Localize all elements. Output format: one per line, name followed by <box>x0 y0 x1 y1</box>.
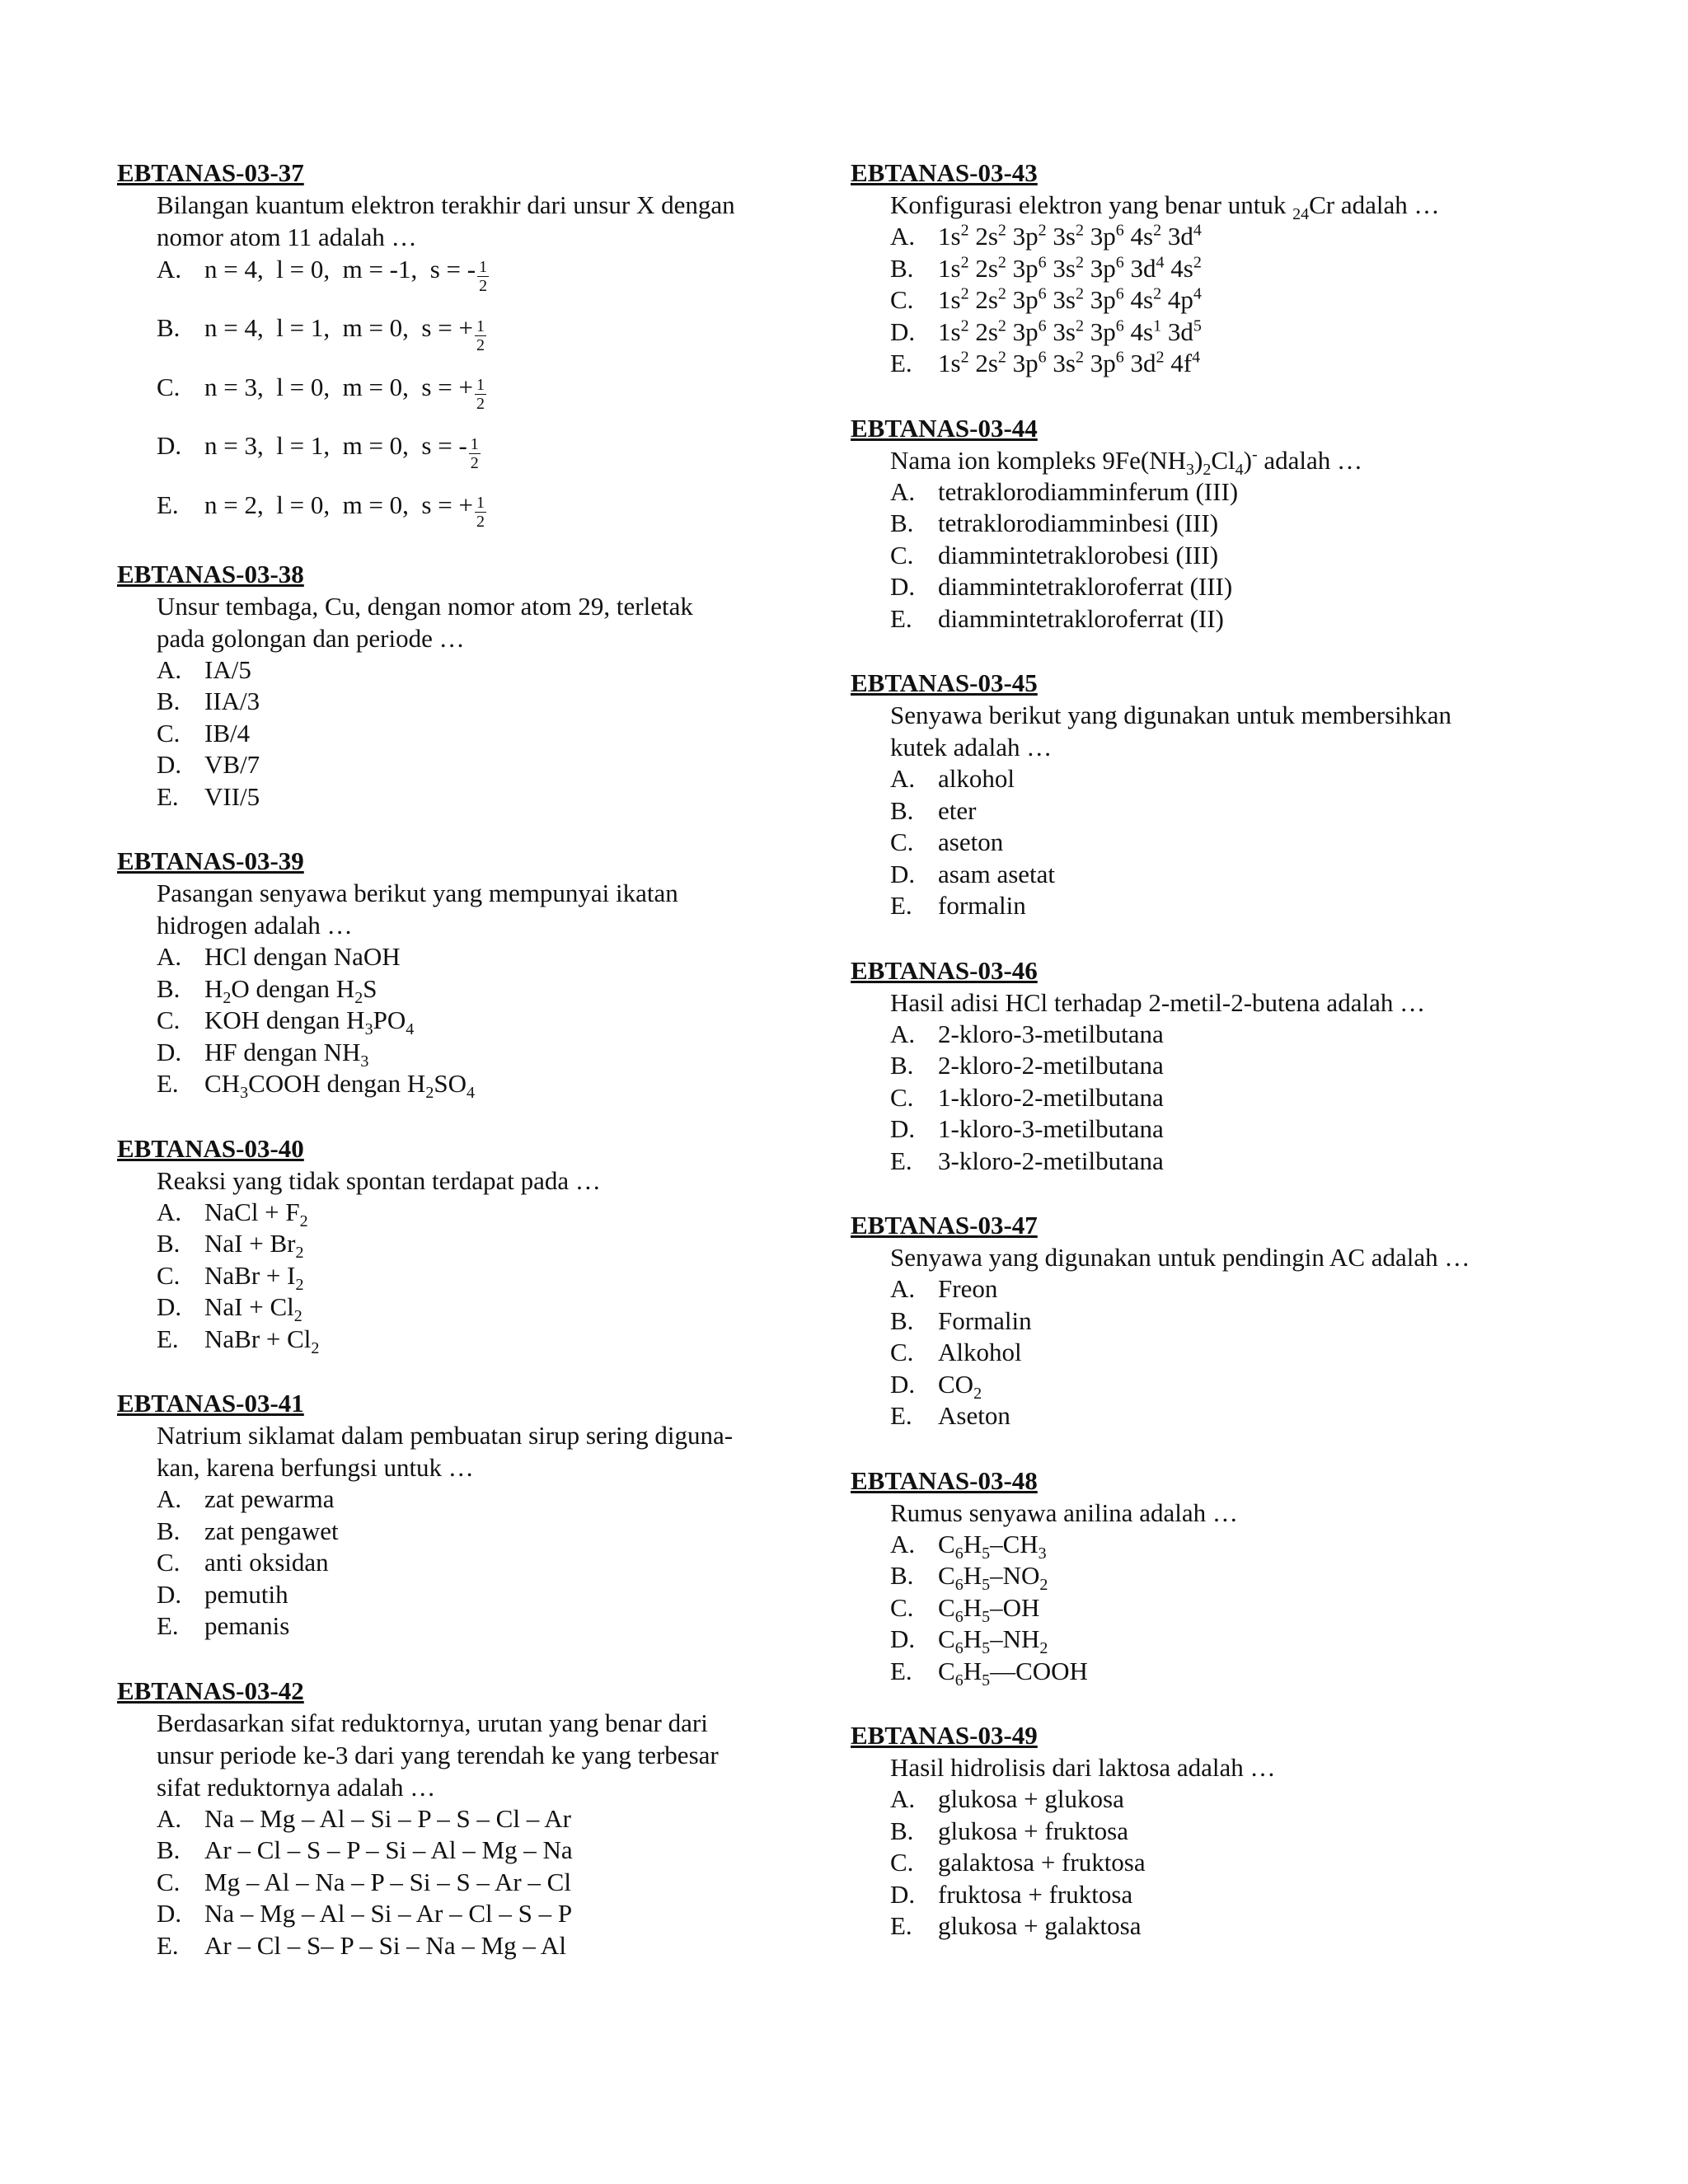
answer-option <box>890 1369 1526 1401</box>
option-text: anti oksidan <box>204 1548 329 1577</box>
option-text: $1s^2$ $2s^2$ $3p^6$ $3s^2$ $3p^6$ $4s^1$ $3d^5$ <box>938 316 1202 346</box>
question-spacer <box>851 1177 1526 1209</box>
question-ebtanas-03-37 <box>117 157 793 531</box>
answer-option <box>890 348 1526 380</box>
option-label: D. <box>890 316 916 346</box>
option-label: D. <box>157 1292 182 1322</box>
question-text: unsur periode ke-3 dari yang terendah ke yang terbesar <box>157 1740 719 1769</box>
question-spacer <box>117 526 793 558</box>
answer-option <box>890 1560 1526 1595</box>
option-label: E. <box>890 891 912 920</box>
option-text: $CH_3COOH$ dengan $H_2SO_4$ <box>204 1069 475 1103</box>
option-label: C. <box>890 540 914 569</box>
option-label: E. <box>890 603 912 633</box>
question-spacer <box>851 1432 1526 1465</box>
question-ebtanas-03-39 <box>117 845 793 1103</box>
option-label: C. <box>157 1005 181 1035</box>
answer-option <box>157 1835 793 1867</box>
option-label: D. <box>890 1624 916 1653</box>
question-text: Konfigurasi elektron yang benar untuk $_{24}$Cr adalah … <box>890 190 1440 224</box>
answer-option <box>157 941 793 973</box>
option-text: HF dengan $NH_3$ <box>204 1037 369 1071</box>
question-text: Hasil adisi HCl terhadap 2-metil-2-butena adalah … <box>890 987 1426 1017</box>
option-text: 1-kloro-2-metilbutana <box>938 1082 1164 1112</box>
option-text: $1s^2$ $2s^2$ $3p^6$ $3s^2$ $3p^6$ $4s^2$ $4p^4$ <box>938 284 1202 314</box>
question-text: kutek adalah … <box>890 733 1053 762</box>
question-text: Bilangan kuantum elektron terakhir dari unsur X dengan <box>157 190 735 219</box>
question-spacer <box>117 1643 793 1675</box>
answer-options <box>890 1783 1526 1943</box>
option-text: fruktosa + fruktosa <box>938 1879 1133 1909</box>
option-text: $C_6H_5-NO_2$ <box>938 1561 1048 1595</box>
answer-option <box>157 1516 793 1548</box>
option-text: asam asetat <box>938 859 1056 888</box>
answer-option <box>890 1305 1526 1338</box>
option-text: $C_6H_5-OH$ <box>938 1592 1040 1626</box>
question-heading: EBTANAS-03-49 <box>851 1721 1038 1750</box>
option-text: NaBr + $I_2$ <box>204 1260 304 1295</box>
option-label: C. <box>890 1848 914 1877</box>
answer-option <box>890 1847 1526 1879</box>
option-label: D. <box>157 750 182 780</box>
option-label: E. <box>890 1146 912 1175</box>
option-label: A. <box>890 1274 916 1303</box>
answer-option <box>890 795 1526 827</box>
answer-options <box>157 1803 793 1962</box>
question-spacer <box>851 1687 1526 1719</box>
option-text: n = 4, l = 0, m = -1, s = - $\frac{1}{2}$ <box>204 255 488 296</box>
option-label: A. <box>157 942 182 972</box>
answer-option <box>890 1019 1526 1051</box>
answer-option <box>890 827 1526 859</box>
option-text: $CO_2$ <box>938 1369 982 1403</box>
question-ebtanas-03-40 <box>117 1132 793 1356</box>
answer-option <box>157 1867 793 1899</box>
answer-option <box>890 890 1526 922</box>
answer-option <box>890 1050 1526 1082</box>
answer-options <box>157 253 793 531</box>
question-ebtanas-03-46 <box>851 954 1526 1178</box>
answer-option <box>157 489 793 531</box>
option-text: Ar – Cl – S – P – Si – Al – Mg – Na <box>204 1835 573 1865</box>
option-label: B. <box>157 973 181 1003</box>
option-label: B. <box>890 253 914 283</box>
option-label: C. <box>890 1338 914 1366</box>
question-heading: EBTANAS-03-43 <box>851 158 1038 187</box>
option-label: B. <box>157 1516 181 1545</box>
option-text: 1-kloro-3-metilbutana <box>938 1114 1164 1143</box>
answer-options <box>890 476 1526 635</box>
question-text: Hasil hidrolisis dari laktosa adalah … <box>890 1753 1276 1782</box>
answer-option <box>890 1146 1526 1178</box>
option-label: D. <box>157 431 182 461</box>
answer-option <box>890 316 1526 349</box>
answer-option <box>157 312 793 354</box>
option-label: A. <box>890 764 916 793</box>
option-text: n = 4, l = 1, m = 0, s = + $\frac{1}{2}$ <box>204 313 485 354</box>
answer-option <box>157 1579 793 1611</box>
question-heading: EBTANAS-03-42 <box>117 1675 304 1705</box>
option-label: A. <box>890 476 916 506</box>
answer-option <box>890 1783 1526 1816</box>
question-spacer <box>851 635 1526 667</box>
option-text: alkohol <box>938 764 1015 793</box>
option-label: B. <box>890 1051 914 1080</box>
question-heading: EBTANAS-03-46 <box>851 955 1038 985</box>
option-text: $C_6H_5—COOH$ <box>938 1656 1088 1690</box>
option-text: Aseton <box>938 1401 1010 1430</box>
answer-option <box>890 253 1526 285</box>
option-text: glukosa + glukosa <box>938 1784 1124 1813</box>
option-label: E. <box>890 1656 912 1685</box>
answer-option <box>890 1879 1526 1911</box>
option-text: NaCl + $F_2$ <box>204 1197 308 1231</box>
option-label: A. <box>157 1197 182 1226</box>
question-text: sifat reduktornya adalah … <box>157 1772 436 1802</box>
answer-options <box>157 654 793 813</box>
question-ebtanas-03-45 <box>851 667 1526 922</box>
answer-option <box>890 1273 1526 1305</box>
question-text: Nama ion kompleks $9Fe(NH_3)_2Cl_4)^-$ adalah … <box>890 445 1363 479</box>
answer-option <box>157 429 793 472</box>
answer-option <box>890 508 1526 540</box>
answer-option <box>890 540 1526 572</box>
option-text: n = 3, l = 0, m = 0, s = + $\frac{1}{2}$ <box>204 372 485 414</box>
answer-option <box>157 749 793 781</box>
answer-option <box>890 1113 1526 1146</box>
option-label: D. <box>890 1114 916 1143</box>
question-text: kan, karena berfungsi untuk … <box>157 1453 474 1483</box>
answer-option <box>157 781 793 813</box>
option-text: diammintetraklorobesi (III) <box>938 540 1219 569</box>
option-text: $1s^2$ $2s^2$ $3p^6$ $3s^2$ $3p^6$ $3d^4$ $4s^2$ <box>938 253 1202 283</box>
question-heading: EBTANAS-03-45 <box>851 668 1038 697</box>
answer-option <box>157 1324 793 1356</box>
question-ebtanas-03-48 <box>851 1465 1526 1688</box>
question-heading: EBTANAS-03-47 <box>851 1211 1038 1240</box>
answer-option <box>157 686 793 718</box>
question-text: pada golongan dan periode … <box>157 623 465 653</box>
option-label: E. <box>890 1911 912 1940</box>
option-text: eter <box>938 795 977 825</box>
option-label: C. <box>157 1867 181 1896</box>
answer-options <box>157 1197 793 1356</box>
answer-option <box>157 973 793 1008</box>
option-label: C. <box>157 372 181 401</box>
option-text: NaI + $Br_2$ <box>204 1229 304 1263</box>
option-text: aseton <box>938 827 1004 856</box>
answer-option <box>157 1483 793 1516</box>
option-label: D. <box>890 1879 916 1909</box>
option-label: C. <box>157 1548 181 1577</box>
option-text: diammintetrakloroferrat (II) <box>938 603 1224 633</box>
answer-options <box>157 1483 793 1643</box>
option-text: 2-kloro-3-metilbutana <box>938 1019 1164 1048</box>
option-text: Alkohol <box>938 1338 1022 1366</box>
question-ebtanas-03-41 <box>117 1387 793 1643</box>
answer-option <box>890 221 1526 253</box>
option-label: A. <box>157 654 182 684</box>
answer-option <box>157 718 793 750</box>
option-label: B. <box>890 1305 914 1335</box>
answer-options <box>890 1019 1526 1178</box>
option-label: D. <box>157 1579 182 1609</box>
answer-option <box>890 1400 1526 1432</box>
question-ebtanas-03-47 <box>851 1209 1526 1432</box>
answer-option <box>157 1930 793 1962</box>
answer-option <box>890 859 1526 891</box>
option-text: formalin <box>938 891 1026 920</box>
answer-option <box>157 1068 793 1103</box>
option-text: Mg – Al – Na – P – Si – S – Ar – Cl <box>204 1867 571 1896</box>
question-heading: EBTANAS-03-40 <box>117 1133 304 1163</box>
option-label: E. <box>157 1611 179 1641</box>
answer-options <box>890 1273 1526 1432</box>
option-label: B. <box>890 1561 914 1590</box>
option-label: E. <box>890 349 912 377</box>
answer-option <box>890 1082 1526 1114</box>
option-label: B. <box>890 795 914 825</box>
option-label: B. <box>890 509 914 537</box>
answer-options <box>157 941 793 1103</box>
option-label: E. <box>157 490 179 519</box>
answer-option <box>157 1610 793 1643</box>
question-ebtanas-03-43 <box>851 157 1526 380</box>
question-spacer <box>117 1100 793 1132</box>
question-text: Reaksi yang tidak spontan terdapat pada … <box>157 1165 601 1195</box>
option-text: n = 3, l = 1, m = 0, s = - $\frac{1}{2}$ <box>204 431 479 472</box>
option-label: E. <box>157 781 179 811</box>
option-text: $1s^2$ $2s^2$ $3p^6$ $3s^2$ $3p^6$ $3d^2$ $4f^4$ <box>938 348 1201 377</box>
option-label: D. <box>890 859 916 888</box>
answer-option <box>157 1260 793 1295</box>
option-label: D. <box>890 1369 916 1399</box>
option-label: C. <box>890 285 914 314</box>
option-text: pemutih <box>204 1579 288 1609</box>
option-text: Na – Mg – Al – Si – Ar – Cl – S – P <box>204 1899 573 1929</box>
answer-option <box>890 476 1526 509</box>
option-text: IIA/3 <box>204 687 260 716</box>
right-column <box>851 157 1526 1943</box>
answer-option <box>157 371 793 414</box>
answer-option <box>890 1337 1526 1369</box>
option-text: pemanis <box>204 1611 290 1641</box>
question-heading: EBTANAS-03-44 <box>851 413 1038 443</box>
option-label: B. <box>157 687 181 716</box>
option-text: IA/5 <box>204 654 251 684</box>
question-text: hidrogen adalah … <box>157 911 353 940</box>
option-text: glukosa + fruktosa <box>938 1816 1129 1845</box>
option-text: VB/7 <box>204 750 260 780</box>
option-text: galaktosa + fruktosa <box>938 1848 1146 1877</box>
answer-option <box>890 763 1526 795</box>
answer-option <box>890 284 1526 316</box>
option-text: 2-kloro-2-metilbutana <box>938 1051 1164 1080</box>
question-heading: EBTANAS-03-48 <box>851 1465 1038 1495</box>
answer-option <box>157 1803 793 1835</box>
question-text: Senyawa yang digunakan untuk pendingin AC adalah … <box>890 1243 1470 1272</box>
answer-option <box>890 1816 1526 1848</box>
answer-option <box>157 1197 793 1229</box>
answer-option <box>157 1037 793 1069</box>
answer-option <box>157 1547 793 1579</box>
option-text: $C_6H_5-CH_3$ <box>938 1529 1047 1563</box>
answer-option <box>890 1910 1526 1943</box>
option-label: C. <box>890 1592 914 1622</box>
option-label: C. <box>157 718 181 748</box>
option-label: B. <box>890 1816 914 1845</box>
option-label: A. <box>890 222 916 251</box>
option-label: C. <box>157 1260 181 1290</box>
question-spacer <box>851 922 1526 954</box>
option-text: Ar – Cl – S– P – Si – Na – Mg – Al <box>204 1930 566 1960</box>
answer-options <box>890 221 1526 380</box>
question-ebtanas-03-42 <box>117 1675 793 1962</box>
option-text: n = 2, l = 0, m = 0, s = + $\frac{1}{2}$ <box>204 490 485 531</box>
question-text: Pasangan senyawa berikut yang mempunyai ikatan <box>157 879 678 908</box>
option-label: E. <box>157 1930 179 1960</box>
question-text: Rumus senyawa anilina adalah … <box>890 1497 1238 1527</box>
answer-option <box>890 1656 1526 1688</box>
option-text: IB/4 <box>204 718 251 748</box>
question-text: Senyawa berikut yang digunakan untuk membersihkan <box>890 701 1451 729</box>
question-heading: EBTANAS-03-38 <box>117 559 304 588</box>
option-text: $C_6H_5-NH_2$ <box>938 1624 1048 1658</box>
option-label: C. <box>890 1082 914 1112</box>
option-text: NaI + $Cl_2$ <box>204 1292 302 1326</box>
option-text: glukosa + galaktosa <box>938 1911 1142 1940</box>
answer-option <box>890 1529 1526 1561</box>
question-heading: EBTANAS-03-37 <box>117 158 304 187</box>
option-label: A. <box>157 255 182 284</box>
question-heading: EBTANAS-03-39 <box>117 846 304 876</box>
answer-option <box>157 253 793 296</box>
question-ebtanas-03-44 <box>851 412 1526 635</box>
answer-option <box>890 1592 1526 1624</box>
option-text: VII/5 <box>204 781 260 811</box>
question-ebtanas-03-49 <box>851 1719 1526 1943</box>
option-text: $1s^2$ $2s^2$ $3p^2$ $3s^2$ $3p^6$ $4s^2$ $3d^4$ <box>938 221 1202 251</box>
question-text: Natrium siklamat dalam pembuatan sirup sering diguna- <box>157 1421 734 1451</box>
option-label: B. <box>157 1835 181 1865</box>
option-text: KOH dengan $H_3PO_4$ <box>204 1005 415 1039</box>
question-spacer <box>851 380 1526 412</box>
option-label: A. <box>890 1529 916 1558</box>
answer-option <box>890 1624 1526 1656</box>
option-label: A. <box>890 1019 916 1048</box>
option-label: C. <box>890 827 914 856</box>
option-label: A. <box>890 1784 916 1813</box>
option-label: A. <box>157 1803 182 1833</box>
option-text: HCl dengan NaOH <box>204 942 401 972</box>
option-text: NaBr + $Cl_2$ <box>204 1324 320 1358</box>
option-text: $H_2O$ dengan $H_2S$ <box>204 973 377 1008</box>
option-label: D. <box>157 1037 182 1066</box>
option-label: D. <box>157 1899 182 1929</box>
answer-option <box>157 1898 793 1930</box>
question-spacer <box>117 813 793 845</box>
question-ebtanas-03-38 <box>117 558 793 813</box>
option-label: D. <box>890 572 916 601</box>
question-text: Unsur tembaga, Cu, dengan nomor atom 29, terletak <box>157 591 693 621</box>
option-label: B. <box>157 1229 181 1258</box>
option-text: Freon <box>938 1274 998 1303</box>
option-text: diammintetrakloroferrat (III) <box>938 572 1233 601</box>
left-column <box>117 157 793 1961</box>
answer-option <box>157 1291 793 1324</box>
option-text: zat pengawet <box>204 1516 339 1545</box>
answer-option <box>157 1228 793 1263</box>
answer-options <box>890 763 1526 922</box>
answer-option <box>890 603 1526 635</box>
option-text: tetraklorodiamminferum (III) <box>938 476 1239 506</box>
question-heading: EBTANAS-03-41 <box>117 1389 304 1418</box>
option-label: E. <box>890 1401 912 1430</box>
question-text: Berdasarkan sifat reduktornya, urutan yang benar dari <box>157 1708 708 1737</box>
answer-options <box>890 1529 1526 1688</box>
option-text: Formalin <box>938 1305 1032 1335</box>
question-spacer <box>117 1355 793 1387</box>
option-label: E. <box>157 1069 179 1099</box>
answer-option <box>157 1005 793 1037</box>
option-label: E. <box>157 1324 179 1353</box>
answer-option <box>890 571 1526 603</box>
answer-option <box>157 654 793 687</box>
option-label: A. <box>157 1484 182 1514</box>
option-text: 3-kloro-2-metilbutana <box>938 1146 1164 1175</box>
option-text: Na – Mg – Al – Si – P – S – Cl – Ar <box>204 1803 571 1833</box>
option-text: zat pewarma <box>204 1484 335 1514</box>
option-text: tetraklorodiamminbesi (III) <box>938 509 1219 537</box>
option-label: B. <box>157 313 181 343</box>
question-text: nomor atom 11 adalah … <box>157 223 417 251</box>
